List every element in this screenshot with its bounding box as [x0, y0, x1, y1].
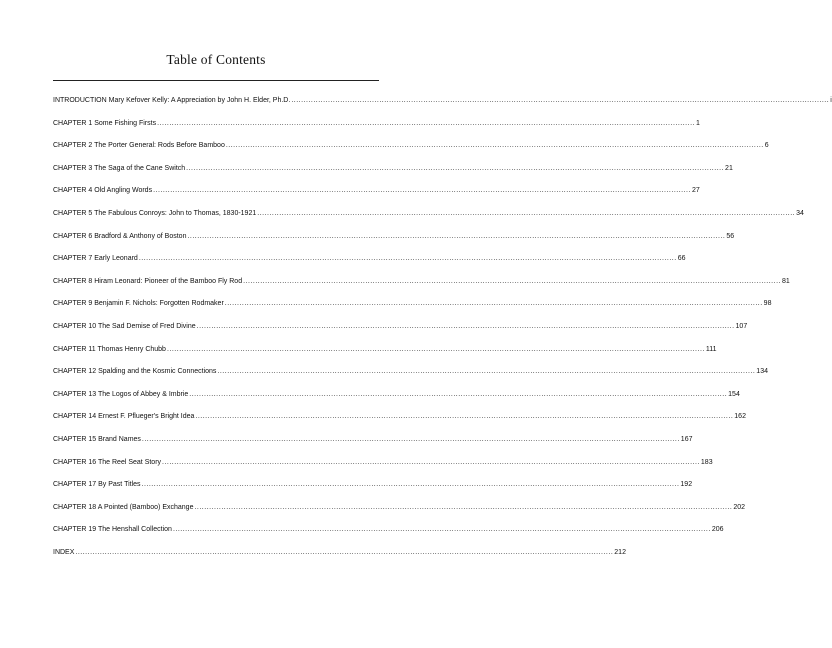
toc-entry-page-number: 27 [691, 187, 700, 195]
toc-entry-title: CHAPTER 4 Old Angling Words [53, 187, 153, 195]
toc-entry[interactable] [53, 481, 693, 504]
toc-entry-page-number: 167 [680, 435, 693, 443]
toc-entry[interactable] [53, 526, 724, 549]
toc-entry-title: CHAPTER 14 Ernest F. Pflueger's Bright Idea [53, 413, 195, 421]
toc-entry-page-number: i [830, 97, 832, 104]
toc-entry-page-number: 98 [763, 300, 772, 308]
dot-leader: ............................................................................................................................................................................................................................ [153, 187, 691, 195]
toc-entry-page-number: 66 [677, 255, 686, 263]
toc-entry[interactable] [53, 277, 790, 301]
dot-leader: ............................................................................................................................................................................................................................ [187, 232, 726, 240]
toc-entry[interactable] [53, 435, 693, 459]
toc-entry-title: CHAPTER 18 A Pointed (Bamboo) Exchange [53, 503, 194, 511]
dot-leader: ............................................................................................................................................................................................................................ [257, 209, 796, 217]
toc-entry[interactable] [53, 142, 769, 165]
toc-entry-title: INDEX [53, 548, 75, 556]
toc-entry-page-number: 56 [726, 232, 735, 240]
toc-entry[interactable] [53, 390, 740, 414]
toc-entry-page-number: 6 [764, 142, 769, 150]
toc-entry-title: CHAPTER 17 By Past Titles [53, 481, 141, 489]
toc-entry[interactable] [53, 97, 832, 120]
toc-entry[interactable] [53, 458, 713, 482]
dot-leader: ............................................................................................................................................................................................................................ [196, 322, 735, 330]
toc-entry-page-number: 1 [695, 119, 700, 127]
toc-entry-title: CHAPTER 16 The Reel Seat Story [53, 458, 162, 466]
toc-entry-page-number: 202 [733, 503, 746, 511]
toc-entry[interactable] [53, 322, 748, 346]
toc-entry-title: CHAPTER 13 The Logos of Abbey & Imbrie [53, 390, 189, 398]
toc-entry-page-number: 206 [711, 526, 724, 534]
toc-entry[interactable] [53, 187, 700, 210]
toc-entry[interactable] [53, 119, 700, 143]
toc-entry-page-number: 154 [728, 390, 740, 398]
dot-leader: ............................................................................................................................................................................................................................ [194, 503, 733, 511]
toc-entry-title: CHAPTER 8 Hiram Leonard: Pioneer of the Bamboo Fly Rod [53, 277, 243, 285]
toc-entry[interactable] [53, 209, 804, 233]
dot-leader: ............................................................................................................................................................................................................................ [189, 390, 728, 398]
dot-leader: ............................................................................................................................................................................................................................ [217, 368, 756, 376]
toc-entry-title: CHAPTER 19 The Henshall Collection [53, 526, 172, 534]
page-title: Table of Contents [166, 52, 266, 67]
toc-entry[interactable] [53, 548, 626, 572]
toc-entry-page-number: 34 [796, 209, 804, 217]
toc-entry-title: CHAPTER 15 Brand Names [53, 435, 141, 443]
dot-leader: ............................................................................................................................................................................................................................ [172, 526, 711, 534]
toc-entry-title: CHAPTER 2 The Porter General: Rods Before Bamboo [53, 142, 225, 150]
toc-entry-title: CHAPTER 12 Spalding and the Kosmic Connections [53, 368, 217, 376]
dot-leader: ............................................................................................................................................................................................................................ [75, 548, 614, 556]
toc-entry-page-number: 212 [614, 548, 626, 556]
dot-leader: ............................................................................................................................................................................................................................ [225, 142, 764, 150]
dot-leader: ............................................................................................................................................................................................................................ [195, 413, 734, 421]
dot-leader: ............................................................................................................................................................................................................................ [138, 255, 677, 263]
toc-entry-page-number: 134 [756, 368, 768, 376]
dot-leader: ............................................................................................................................................................................................................................ [243, 277, 781, 285]
toc-entry[interactable] [53, 300, 772, 323]
toc-list [53, 97, 832, 571]
toc-entry-title: CHAPTER 7 Early Leonard [53, 255, 138, 263]
toc-entry[interactable] [53, 368, 768, 391]
dot-leader: ............................................................................................................................................................................................................................ [166, 345, 705, 353]
toc-entry-page-number: 183 [700, 458, 713, 466]
toc-entry-title: CHAPTER 9 Benjamin F. Nichols: Forgotten Rodmaker [53, 300, 224, 308]
toc-entry-title: INTRODUCTION Mary Kefover Kelly: A Appreciation by John H. Elder, Ph.D. [53, 97, 291, 104]
dot-leader: ............................................................................................................................................................................................................................ [291, 97, 830, 104]
toc-entry[interactable] [53, 255, 686, 278]
dot-leader: ............................................................................................................................................................................................................................ [157, 119, 695, 127]
toc-entry[interactable] [53, 503, 746, 527]
toc-entry-page-number: 111 [705, 345, 717, 353]
toc-entry[interactable] [53, 345, 717, 369]
dot-leader: ............................................................................................................................................................................................................................ [141, 481, 680, 489]
toc-entry-page-number: 192 [680, 481, 693, 489]
title-divider [53, 80, 379, 81]
toc-entry-title: CHAPTER 6 Bradford & Anthony of Boston [53, 232, 187, 240]
dot-leader: ............................................................................................................................................................................................................................ [141, 435, 680, 443]
toc-entry[interactable] [53, 164, 733, 188]
toc-entry-title: CHAPTER 1 Some Fishing Firsts [53, 119, 157, 127]
dot-leader: ............................................................................................................................................................................................................................ [224, 300, 763, 308]
toc-entry-title: CHAPTER 11 Thomas Henry Chubb [53, 345, 166, 353]
toc-entry[interactable] [53, 413, 746, 436]
dot-leader: ............................................................................................................................................................................................................................ [162, 458, 700, 466]
dot-leader: ............................................................................................................................................................................................................................ [186, 164, 725, 172]
toc-entry[interactable] [53, 232, 735, 256]
toc-entry-page-number: 107 [735, 322, 748, 330]
toc-entry-title: CHAPTER 10 The Sad Demise of Fred Divine [53, 322, 196, 330]
toc-entry-page-number: 81 [781, 277, 790, 285]
toc-entry-title: CHAPTER 5 The Fabulous Conroys: John to Thomas, 1830-1921 [53, 209, 257, 217]
toc-entry-page-number: 21 [725, 164, 733, 172]
toc-entry-page-number: 162 [734, 413, 746, 421]
toc-entry-title: CHAPTER 3 The Saga of the Cane Switch [53, 164, 186, 172]
